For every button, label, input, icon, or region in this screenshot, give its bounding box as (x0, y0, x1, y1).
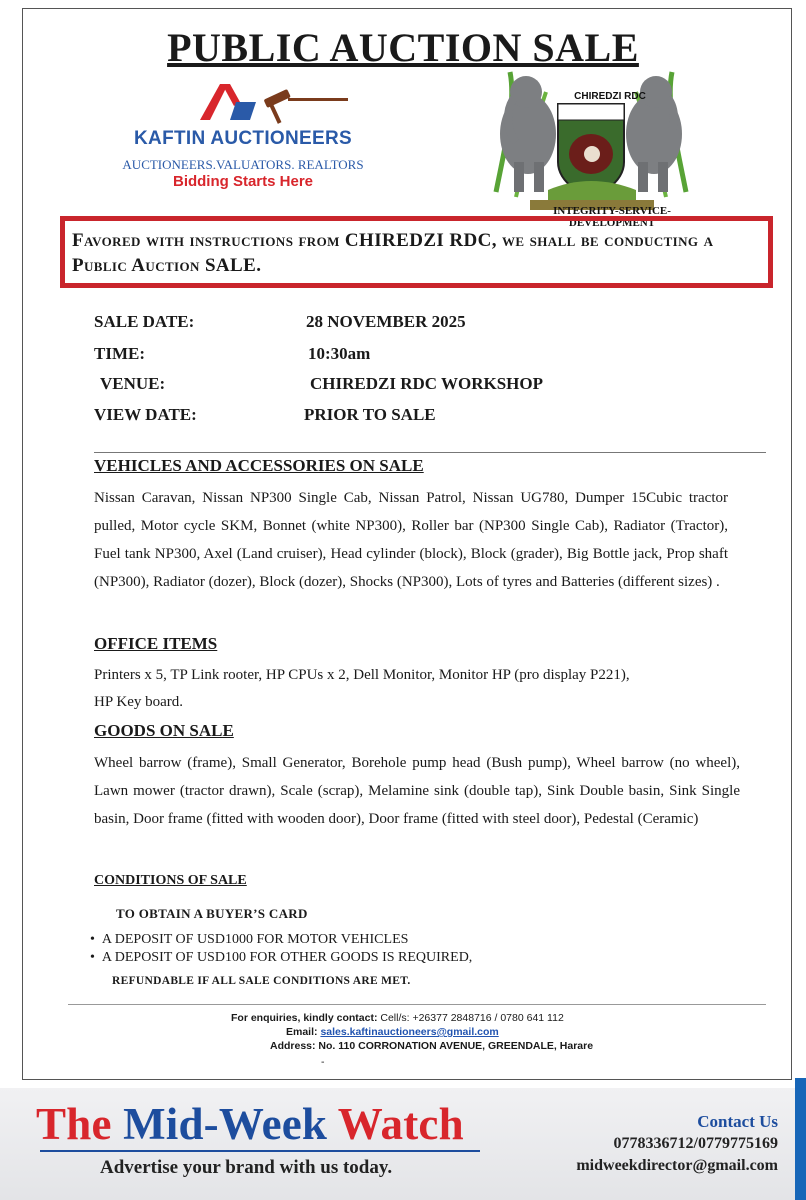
banner-accent-bar (795, 1078, 806, 1200)
condition-item (90, 950, 472, 966)
enquiries-label: For enquiries, kindly contact: (231, 1012, 378, 1024)
banner-contact-heading: Contact Us (697, 1112, 778, 1131)
time-value: 10:30am (308, 344, 371, 363)
banner-email: midweekdirector@gmail.com (576, 1157, 778, 1174)
office-items-line-1: Printers x 5, TP Link rooter, HP CPUs x 2, Dell Monitor, Monitor HP (pro display P221), (94, 667, 630, 683)
emblem-council-name: CHIREDZI RDC (574, 91, 646, 102)
email-link[interactable]: sales.kaftinauctioneers@gmail.com (320, 1026, 499, 1038)
sale-date-label: SALE DATE: (94, 312, 195, 331)
address: Address: No. 110 CORRONATION AVENUE, GREENDALE, Harare (270, 1040, 594, 1052)
banner-phone: 0778336712/0779775169 (613, 1135, 778, 1152)
banner-title-part: Mid-Week (123, 1099, 328, 1149)
refund-note: REFUNDABLE IF ALL SALE CONDITIONS ARE MET. (112, 975, 411, 987)
banner-title (36, 1098, 464, 1150)
condition-text: A DEPOSIT OF USD100 FOR OTHER GOODS IS REQUIRED, (101, 950, 473, 965)
email-label: Email: (286, 1026, 318, 1038)
condition-item (90, 932, 408, 948)
buyers-card-heading: TO OBTAIN A BUYER’S CARD (116, 906, 308, 921)
bullet-icon: • (90, 950, 102, 965)
banner-tagline: Advertise your brand with us today. (100, 1157, 393, 1178)
gavel-logo-icon (118, 80, 368, 130)
bullet-icon: • (90, 932, 102, 947)
venue-value: CHIREDZI RDC WORKSHOP (310, 374, 543, 393)
contact-mark: - (321, 1056, 325, 1068)
office-items-line-2: HP Key board. (94, 694, 184, 710)
divider (68, 1004, 766, 1005)
sale-date-value: 28 NOVEMBER 2025 (306, 312, 466, 331)
conditions-heading: CONDITIONS OF SALE (94, 873, 247, 888)
enquiries-line (231, 1012, 564, 1024)
view-date-value: PRIOR TO SALE (304, 405, 436, 424)
phone-numbers: Cell/s: +26377 2848716 / 0780 641 112 (380, 1012, 564, 1024)
auctioneer-slogan: Bidding Starts Here (172, 173, 314, 190)
condition-text: A DEPOSIT OF USD1000 FOR MOTOR VEHICLES (101, 932, 409, 947)
auctioneer-tagline: AUCTIONEERS.VALUATORS. REALTORS (122, 157, 364, 172)
office-items-heading: OFFICE ITEMS (94, 634, 218, 653)
goods-heading: GOODS ON SALE (94, 721, 234, 740)
vehicles-list: Nissan Caravan, Nissan NP300 Single Cab, Nissan Patrol, Nissan UG780, Dumper 15Cubic tractor pulled, Motor cycle SKM, Bonnet (white NP300), Roller bar (NP300 Single Cab), Radiator (Tractor), Fuel tank NP300, Axel (Land cruiser), Head cylinder (block), Block (grader), Big Bottle jack, Prop shaft (NP300), Radiator (dozer), Block (dozer), Shocks (NP300), Lots of tyres and Batteries (different sizes) . (94, 490, 728, 590)
page-title: PUBLIC AUCTION SALE (167, 25, 639, 70)
divider (94, 452, 766, 453)
auctioneer-name: KAFTIN AUCTIONEERS (134, 128, 352, 149)
venue-label: VENUE: (100, 374, 166, 393)
chiredzi-rdc-coat-of-arms-icon (486, 62, 696, 220)
intro-text: Favored with instructions from CHIREDZI RDC, we shall be conducting a Public Auction SALE. (72, 230, 714, 276)
vehicles-heading: VEHICLES AND ACCESSORIES ON SALE (94, 456, 424, 475)
time-label: TIME: (94, 344, 145, 363)
view-date-label: VIEW DATE: (94, 405, 197, 424)
banner-title-part: Watch (327, 1099, 464, 1149)
banner-title-part: The (36, 1099, 124, 1149)
email-line (286, 1026, 499, 1038)
goods-list: Wheel barrow (frame), Small Generator, Borehole pump head (Bush pump), Wheel barrow (no wheel), Lawn mower (tractor drawn), Scale (scrap), Melamine sink (double tap), Sink Double basin, Sink Single basin, Door frame (fitted with wooden door), Door frame (fitted with steel door), Pedestal (Ceramic) (94, 755, 740, 827)
emblem-motto: INTEGRITY-SERVICE-DEVELOPMENT (553, 205, 671, 229)
kaftin-auctioneers-logo (118, 80, 368, 195)
banner-underline (40, 1150, 480, 1152)
